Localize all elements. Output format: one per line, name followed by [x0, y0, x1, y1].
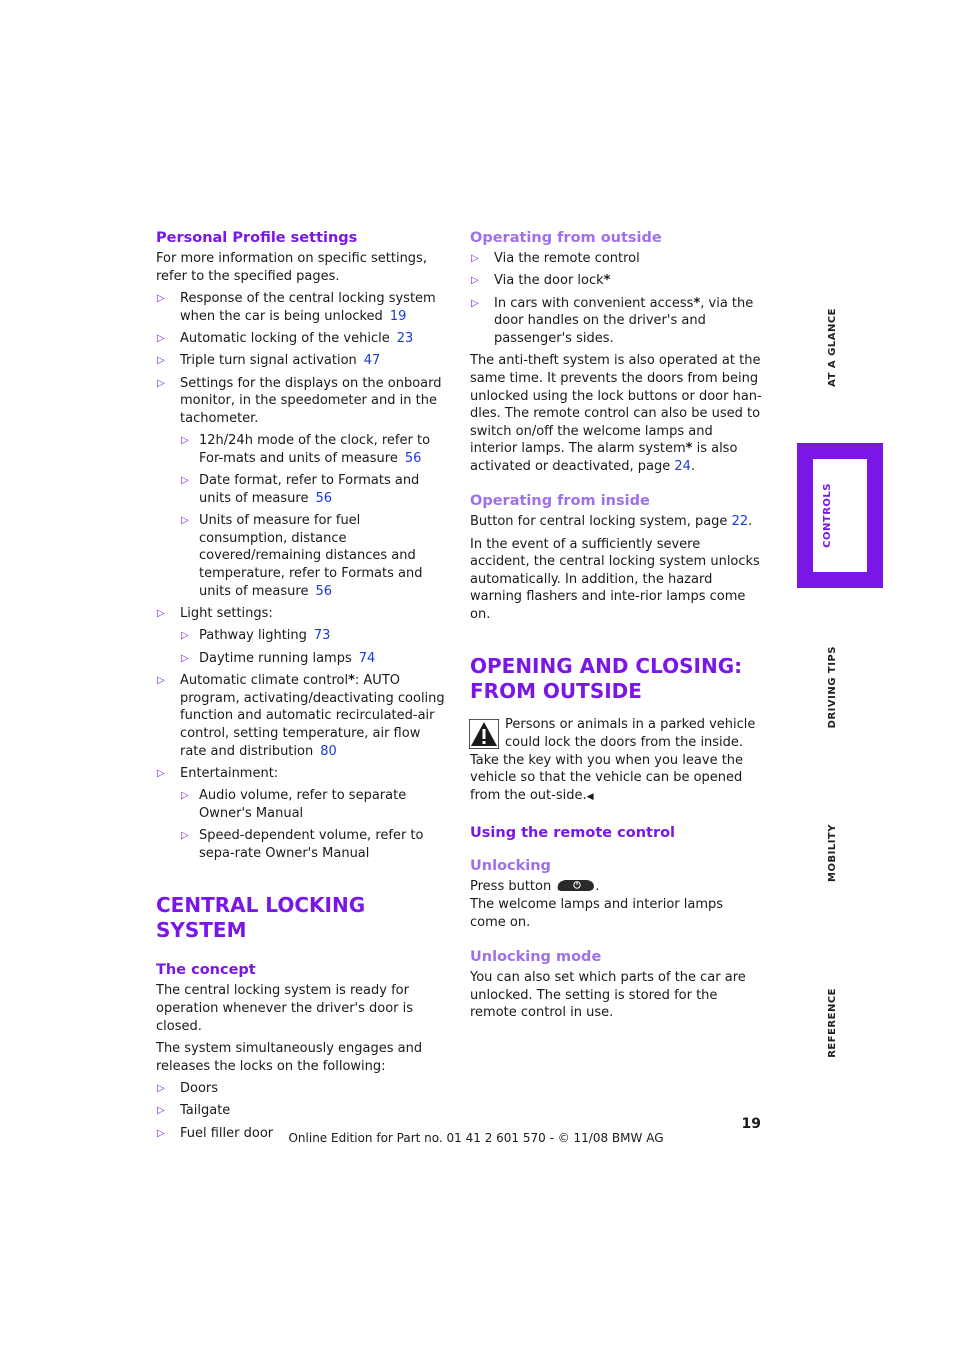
antitheft-paragraph: The anti-theft system is also operated at the same time. It prevents the doors from being unlocked using the lock buttons or door han-dles. The remote control can also be used to switch on/off the welcome lamps and interior lamps. The alarm system* is also activated or deactivated, page 24.: [470, 353, 762, 474]
page-ref-link[interactable]: 80: [320, 743, 337, 759]
chapter-tabs: [797, 300, 883, 1060]
sub-list-item: ▷ Audio volume, refer to separate Owner's Manual: [156, 787, 450, 822]
subheading-operating-inside: Operating from inside: [470, 493, 650, 510]
tab-mobility[interactable]: MOBILITY: [827, 824, 838, 882]
list-item: ▷ Response of the central locking system when the car is being unlocked 19: [156, 290, 450, 325]
left-column: [156, 229, 450, 1147]
page-ref-link[interactable]: 47: [363, 353, 381, 369]
tab-reference[interactable]: REFERENCE: [827, 988, 838, 1058]
tab-driving-tips[interactable]: DRIVING TIPS: [827, 646, 838, 729]
sub-list-item: ▷ Pathway lighting 73: [156, 627, 450, 645]
page-number: 19: [741, 1116, 761, 1132]
page-ref-link[interactable]: 22: [731, 514, 749, 530]
subheading-operating-outside: Operating from outside: [470, 230, 662, 246]
page-ref-link[interactable]: 73: [313, 628, 331, 644]
section-heading-central-locking: CENTRAL LOCKING SYSTEM: [156, 893, 366, 943]
sub-list-item: ▷ 12h/24h mode of the clock, refer to For-mats and units of measure 56: [156, 432, 450, 467]
concept-paragraph-1: The central locking system is ready for operation whenever the driver's door is closed.: [156, 983, 414, 1034]
subheading-concept: The concept: [156, 962, 256, 979]
sub-list-item: ▷ Date format, refer to Formats and units of measure 56: [156, 472, 450, 507]
operating-outside-list: [470, 250, 762, 348]
footer-edition-note: Online Edition for Part no. 01 41 2 601 570 - © 11/08 BMW AG: [288, 1131, 664, 1145]
remote-key-icon: [555, 878, 595, 892]
section-heading-opening-closing: OPENING AND CLOSING: FROM OUTSIDE: [470, 654, 743, 704]
page-ref-link[interactable]: 74: [358, 650, 376, 666]
concept-paragraph-2: The system simultaneously engages and releases the locks on the following:: [156, 1040, 423, 1074]
list-item: ▷ Tailgate: [156, 1102, 450, 1120]
sub-list-item: ▷ Units of measure for fuel consumption, distance covered/remaining distances and temperature, refer to Formats and units of measure 56: [156, 512, 450, 600]
page-ref-link[interactable]: 23: [396, 330, 414, 346]
page-ref-link[interactable]: 56: [315, 490, 332, 506]
optional-equipment-star: *: [348, 673, 355, 689]
list-item: ▷ Light settings:: [156, 605, 450, 623]
list-item: ▷ Triple turn signal activation 47: [156, 352, 450, 370]
sub-list-item: ▷ Speed-dependent volume, refer to sepa-rate Owner's Manual: [156, 827, 450, 862]
subheading-remote-control: Using the remote control: [470, 825, 676, 842]
list-item: ▷ Entertainment:: [156, 765, 450, 783]
list-item: ▷ Settings for the displays on the onboard monitor, in the speedometer and in the tachometer.: [156, 375, 450, 428]
inside-paragraph-2: In the event of a sufficiently severe accident, the central locking system unlocks automatically. In addition, the hazard warning flashers and inte-rior lamps come on.: [470, 536, 760, 623]
end-of-section-marker: ◀: [586, 791, 594, 802]
tab-at-a-glance[interactable]: AT A GLANCE: [827, 308, 838, 387]
list-item: ▷ Via the remote control: [470, 250, 762, 268]
sub-list-item: ▷ Daytime running lamps 74: [156, 650, 450, 668]
inside-paragraph-1: Button for central locking system, page 22.: [470, 514, 753, 530]
unlocking-result: The welcome lamps and interior lamps come on.: [470, 897, 724, 930]
list-item: ▷ In cars with convenient access*, via the door handles on the driver's and passenger's sides.: [470, 295, 762, 348]
list-item: ▷ Via the door lock*: [470, 272, 762, 290]
optional-equipment-star: *: [693, 295, 701, 311]
tab-controls[interactable]: CONTROLS: [797, 443, 883, 588]
page-ref-link[interactable]: 56: [404, 450, 422, 466]
warning-block: [470, 716, 762, 806]
page-ref-link[interactable]: 56: [315, 583, 332, 599]
page-ref-link[interactable]: 24: [674, 458, 691, 474]
unlocking-press-line: Press button .: [470, 879, 600, 895]
section-heading-personal-profile: Personal Profile settings: [156, 230, 358, 246]
profile-intro: For more information on specific settings, refer to the specified pages.: [156, 251, 427, 284]
list-item: ▷ Doors: [156, 1080, 450, 1098]
page-ref-link[interactable]: 19: [389, 308, 407, 324]
subheading-unlocking: Unlocking: [470, 858, 551, 875]
list-item: ▷ Automatic climate control*: AUTO program, activating/deactivating cooling function and automatic recirculated-air control, setting temperature, air flow rate and distribution 80: [156, 672, 450, 760]
list-item: ▷ Automatic locking of the vehicle 23: [156, 330, 450, 348]
right-column: [470, 229, 762, 1027]
list-item: ▷ Fuel filler door: [156, 1125, 450, 1143]
subheading-unlocking-mode: Unlocking mode: [470, 949, 602, 966]
optional-equipment-star: *: [685, 441, 693, 457]
optional-equipment-star: *: [603, 273, 611, 289]
unlocking-mode-paragraph: You can also set which parts of the car are unlocked. The setting is stored for the remote control in use.: [470, 970, 746, 1021]
warning-text: Persons or animals in a parked vehicle could lock the doors from the inside. Take the key with you when you leave the vehicle so that the vehicle can be opened from the out-side.: [470, 717, 756, 803]
profile-settings-list: [156, 290, 450, 863]
warning-icon: [469, 719, 499, 749]
